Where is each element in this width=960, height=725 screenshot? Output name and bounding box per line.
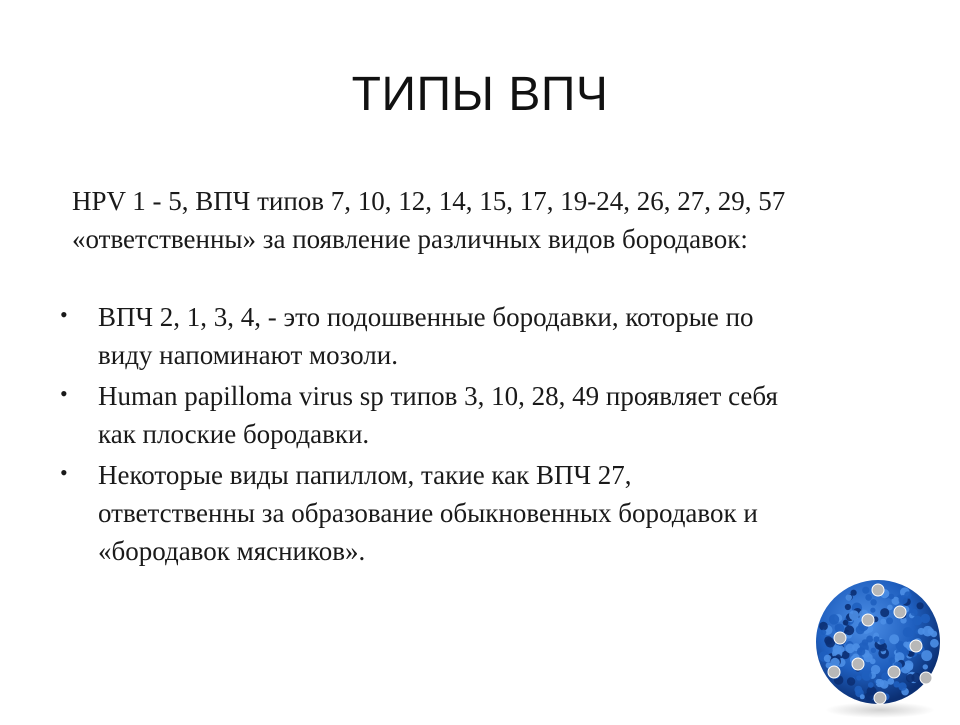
capsomere — [880, 608, 889, 617]
capsomere — [876, 679, 881, 684]
capsomere — [921, 614, 930, 623]
capsid-vertex — [828, 666, 840, 678]
capsomere — [917, 602, 924, 609]
capsomere — [857, 647, 865, 655]
capsomere — [889, 657, 896, 664]
bullet-item-common-warts — [60, 456, 920, 570]
capsid-vertex — [852, 658, 864, 670]
capsomere — [847, 677, 855, 685]
capsomere — [904, 660, 914, 670]
capsomere — [865, 594, 872, 601]
capsomere — [824, 636, 832, 644]
capsomere — [903, 627, 913, 637]
capsomere — [871, 648, 876, 653]
capsid-vertex — [834, 632, 846, 644]
capsomere — [856, 675, 861, 680]
capsomere — [923, 664, 928, 669]
bullet-3-line-1: Некоторые виды папиллом, такие как ВПЧ 27, — [98, 460, 632, 490]
bullet-point-icon: • — [60, 302, 68, 327]
capsomere — [819, 622, 828, 631]
capsomere — [880, 680, 889, 689]
capsid-vertex — [894, 606, 906, 618]
capsomere — [829, 614, 839, 624]
bullet-1-line-2: виду напоминают мозоли. — [98, 340, 398, 370]
capsomere — [845, 604, 851, 610]
capsomere — [854, 686, 862, 694]
capsomere — [887, 605, 893, 611]
capsomere — [886, 617, 893, 624]
capsomere — [833, 645, 842, 654]
capsomere — [865, 692, 874, 701]
capsid-vertex — [874, 692, 886, 704]
capsomere — [821, 630, 827, 636]
intro-paragraph — [72, 182, 912, 258]
capsomere — [931, 631, 938, 638]
capsid-vertex — [872, 584, 884, 596]
capsomere — [870, 599, 876, 605]
intro-line-2: «ответственны» за появление различных видов бородавок: — [72, 224, 748, 254]
capsomere — [843, 620, 849, 626]
capsomere — [880, 619, 886, 625]
bullet-2-line-1: Human papilloma virus sp типов 3, 10, 28, 49 проявляет себя — [98, 381, 778, 411]
bullet-list — [60, 298, 920, 573]
bullet-3-line-3: «бородавок мясников». — [98, 536, 366, 566]
capsomere — [862, 587, 869, 594]
bullet-item-plantar-warts — [60, 298, 920, 374]
bullet-point-icon: • — [60, 460, 68, 485]
capsomere — [862, 670, 872, 680]
bullet-2-line-2: как плоские бородавки. — [98, 419, 370, 449]
bullet-item-flat-warts — [60, 377, 920, 453]
capsomere — [911, 609, 918, 616]
capsomere — [870, 608, 875, 613]
capsid-vertex — [910, 640, 922, 652]
slide-title: ТИПЫ ВПЧ — [351, 68, 609, 121]
bullet-3-line-2: ответственны за образование обыкновенных бородавок и — [98, 498, 758, 528]
capsomere — [844, 625, 854, 635]
capsomere — [889, 594, 895, 600]
capsomere — [851, 590, 857, 596]
bullet-point-icon: • — [60, 381, 68, 406]
capsomere — [898, 682, 906, 690]
bullet-1-line-1: ВПЧ 2, 1, 3, 4, - это подошвенные бородавки, которые по — [98, 302, 754, 332]
capsomere — [860, 694, 865, 699]
intro-line-1: HPV 1 - 5, ВПЧ типов 7, 10, 12, 14, 15, 17, 19-24, 26, 27, 29, 57 — [72, 186, 786, 216]
capsid-vertex — [888, 666, 900, 678]
capsomere — [870, 658, 876, 664]
capsomere — [879, 639, 885, 645]
capsomere — [930, 639, 939, 648]
capsid-vertex — [862, 614, 874, 626]
capsomere — [904, 591, 911, 598]
capsomere — [873, 636, 879, 642]
capsomere — [845, 644, 855, 654]
capsid-vertex — [920, 672, 932, 684]
capsomere — [889, 634, 899, 644]
capsomere — [921, 650, 932, 661]
capsomere — [846, 594, 852, 600]
capsomere — [912, 616, 922, 626]
capsomere — [849, 610, 859, 620]
virus-capsid-icon — [808, 560, 948, 720]
capsomere — [868, 682, 874, 688]
